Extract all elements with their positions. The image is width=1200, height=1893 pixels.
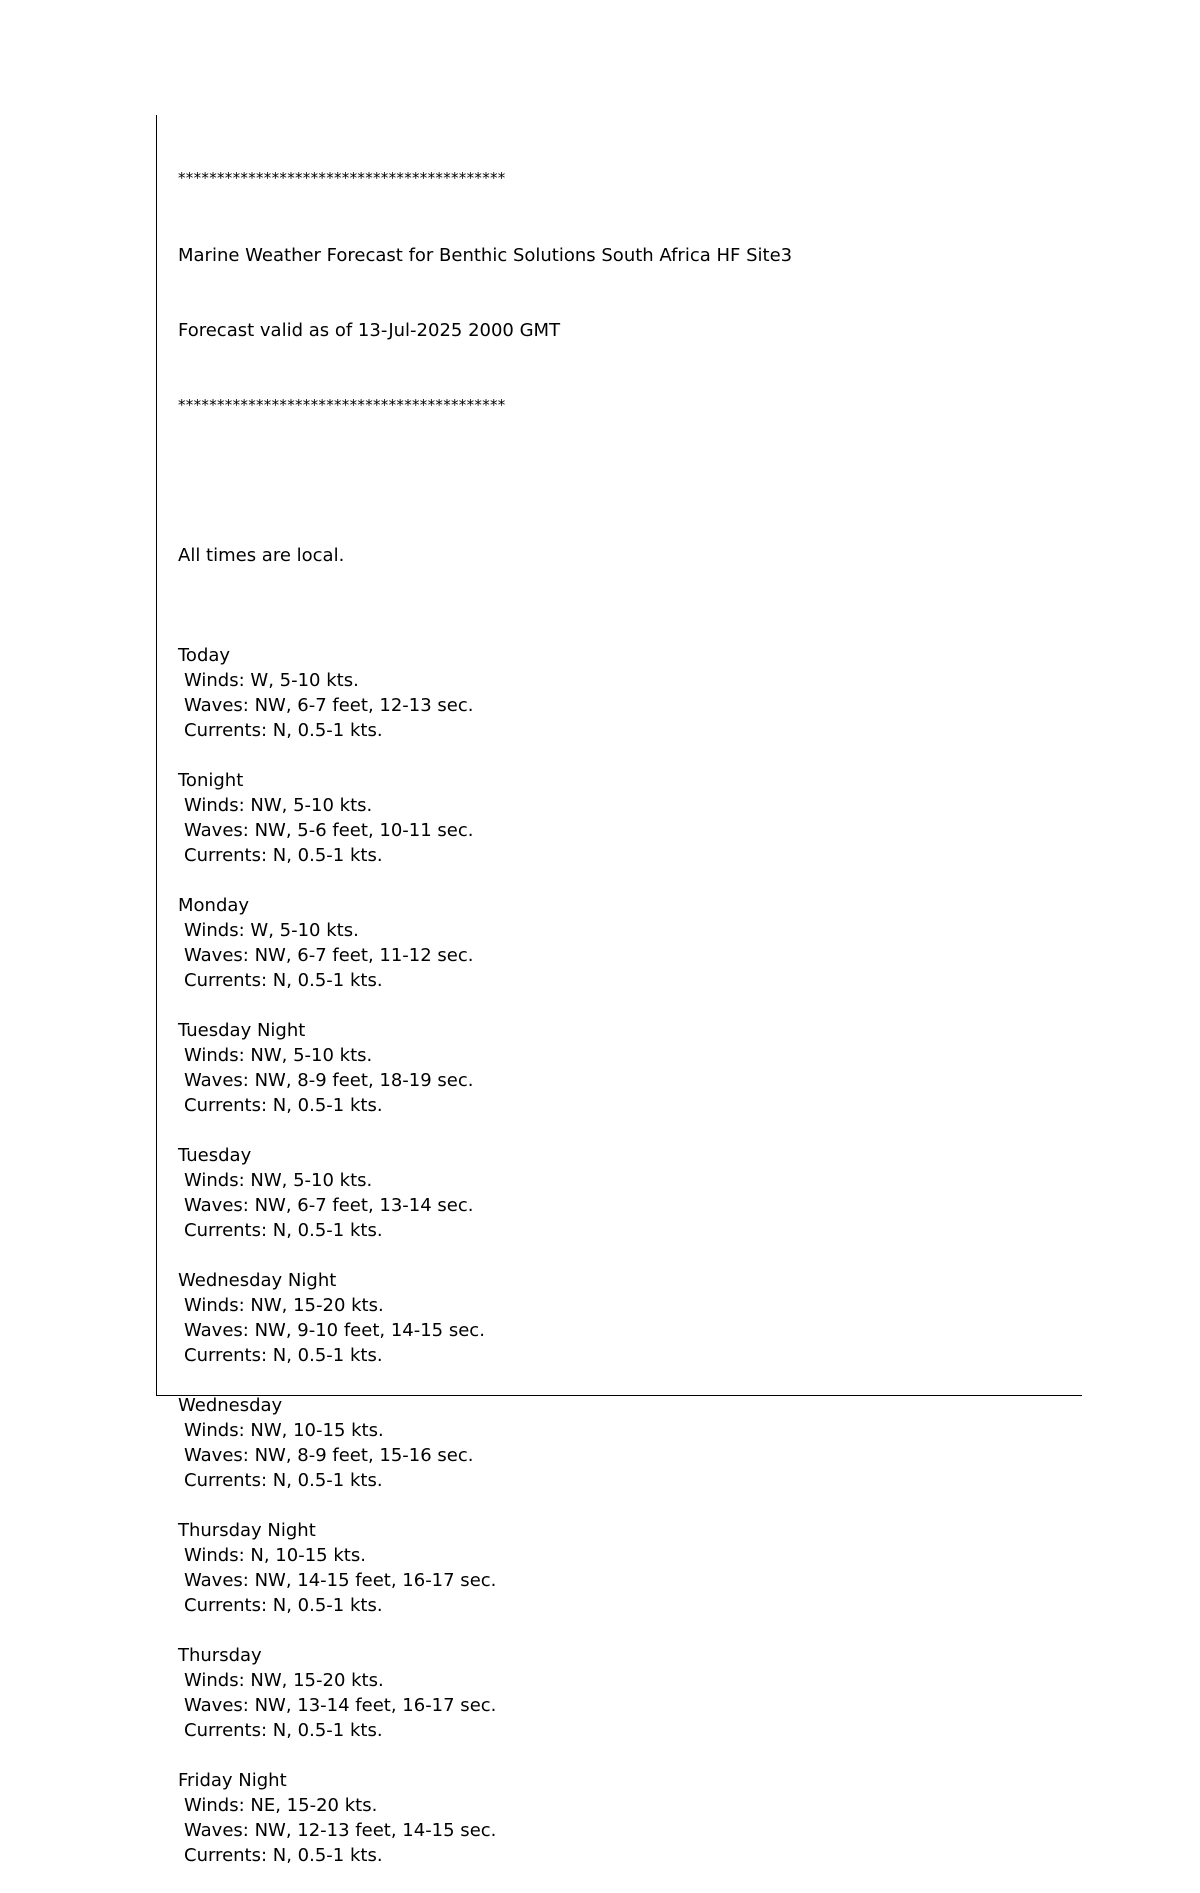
period-name: Wednesday [178,1395,283,1416]
forecast-period [178,1743,792,1868]
forecast-period [178,1368,792,1493]
stars-divider-top: ****************************************** [178,169,506,187]
period-currents: Currents: N, 0.5-1 kts. [184,720,383,741]
forecast-period [178,1493,792,1618]
period-waves: Waves: NW, 9-10 feet, 14-15 sec. [184,1320,485,1341]
time-note: All times are local. [178,545,345,566]
period-winds: Winds: W, 5-10 kts. [184,920,359,941]
period-winds: Winds: NW, 5-10 kts. [184,1045,373,1066]
period-currents: Currents: N, 0.5-1 kts. [184,1595,383,1616]
period-winds: Winds: NW, 10-15 kts. [184,1420,384,1441]
forecast-period [178,1243,792,1368]
forecast-period [178,993,792,1118]
period-name: Monday [178,895,250,916]
period-name: Thursday [178,1645,262,1666]
period-name: Tuesday [178,1145,252,1166]
period-currents: Currents: N, 0.5-1 kts. [184,1345,383,1366]
period-winds: Winds: NW, 15-20 kts. [184,1670,384,1691]
forecast-valid-time: Forecast valid as of 13-Jul-2025 2000 GMT [178,320,561,341]
forecast-document [178,116,792,1893]
period-name: Tuesday Night [178,1020,306,1041]
period-winds: Winds: NW, 15-20 kts. [184,1295,384,1316]
period-waves: Waves: NW, 6-7 feet, 12-13 sec. [184,695,474,716]
period-waves: Waves: NW, 14-15 feet, 16-17 sec. [184,1570,497,1591]
forecast-title: Marine Weather Forecast for Benthic Solutions South Africa HF Site3 [178,245,793,266]
period-name: Thursday Night [178,1520,316,1541]
period-currents: Currents: N, 0.5-1 kts. [184,970,383,991]
period-winds: Winds: NW, 5-10 kts. [184,795,373,816]
forecast-periods [178,618,792,1868]
period-name: Tonight [178,770,244,791]
period-waves: Waves: NW, 6-7 feet, 13-14 sec. [184,1195,474,1216]
period-currents: Currents: N, 0.5-1 kts. [184,1720,383,1741]
forecast-period [178,1618,792,1743]
forecast-period [178,743,792,868]
period-currents: Currents: N, 0.5-1 kts. [184,1220,383,1241]
period-currents: Currents: N, 0.5-1 kts. [184,1845,383,1866]
period-winds: Winds: NE, 15-20 kts. [184,1795,378,1816]
forecast-period [178,618,792,743]
period-name: Today [178,645,231,666]
period-winds: Winds: W, 5-10 kts. [184,670,359,691]
period-currents: Currents: N, 0.5-1 kts. [184,1470,383,1491]
period-waves: Waves: NW, 13-14 feet, 16-17 sec. [184,1695,497,1716]
period-currents: Currents: N, 0.5-1 kts. [184,1095,383,1116]
forecast-period [178,1118,792,1243]
period-name: Wednesday Night [178,1270,337,1291]
period-currents: Currents: N, 0.5-1 kts. [184,845,383,866]
period-winds: Winds: N, 10-15 kts. [184,1545,366,1566]
period-waves: Waves: NW, 12-13 feet, 14-15 sec. [184,1820,497,1841]
period-name: Friday Night [178,1770,287,1791]
forecast-period [178,868,792,993]
period-waves: Waves: NW, 8-9 feet, 15-16 sec. [184,1445,474,1466]
period-waves: Waves: NW, 8-9 feet, 18-19 sec. [184,1070,474,1091]
period-waves: Waves: NW, 6-7 feet, 11-12 sec. [184,945,474,966]
stars-divider-bottom: ****************************************** [178,396,506,414]
period-winds: Winds: NW, 5-10 kts. [184,1170,373,1191]
period-waves: Waves: NW, 5-6 feet, 10-11 sec. [184,820,474,841]
